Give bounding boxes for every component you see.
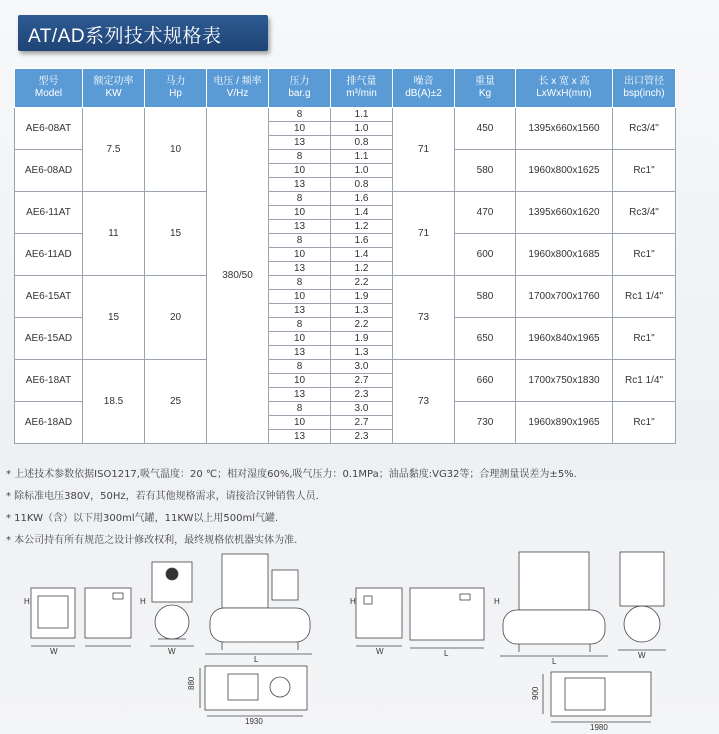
pressure-cell: 13 — [269, 178, 331, 192]
column-header — [269, 69, 331, 108]
column-header — [145, 69, 207, 108]
column-header-en: V/Hz — [226, 88, 249, 99]
column-header-cn: 型号 — [38, 76, 59, 87]
ad-top-view — [543, 672, 651, 722]
dimensions-cell: 1960x800x1685 — [516, 234, 613, 276]
column-header-en: LxWxH(mm) — [536, 88, 592, 99]
column-header-cn: 出口管径 — [624, 76, 664, 87]
note-line: * 11KW（含）以下用300ml气罐，11KW以上用500ml气罐. — [6, 513, 279, 524]
pressure-cell: 10 — [269, 332, 331, 346]
pressure-cell: 13 — [269, 388, 331, 402]
column-header-cn: 额定功率 — [93, 76, 134, 87]
flow-cell: 2.7 — [331, 374, 393, 388]
flow-cell: 1.0 — [331, 122, 393, 136]
pressure-cell: 8 — [269, 150, 331, 164]
table-row — [15, 192, 676, 206]
column-header — [15, 69, 83, 108]
pressure-cell: 13 — [269, 262, 331, 276]
model-cell: AE6-08AT — [15, 108, 83, 150]
pressure-cell: 8 — [269, 318, 331, 332]
pressure-cell: 10 — [269, 122, 331, 136]
dimensions-cell: 1395x660x1560 — [516, 108, 613, 150]
flow-cell: 1.1 — [331, 108, 393, 122]
pressure-cell: 13 — [269, 220, 331, 234]
note-line: * 除标准电压380V，50Hz，若有其他规格需求，请接洽汉钟销售人员. — [6, 491, 319, 502]
outlet-cell: Rc3/4" — [613, 108, 676, 150]
power-cell: 7.5 — [83, 108, 145, 192]
noise-cell: 73 — [393, 360, 455, 444]
label-h: H — [350, 597, 356, 606]
flow-cell: 0.8 — [331, 136, 393, 150]
outlet-cell: Rc1 1/4" — [613, 276, 676, 318]
column-header — [613, 69, 676, 108]
pressure-cell: 13 — [269, 430, 331, 444]
flow-cell: 1.4 — [331, 248, 393, 262]
flow-cell: 2.2 — [331, 318, 393, 332]
table-row — [15, 108, 676, 122]
ad-tank-view — [500, 552, 608, 656]
table-header-row — [15, 69, 676, 108]
outlet-cell: Rc1" — [613, 318, 676, 360]
model-cell: AE6-11AT — [15, 192, 83, 234]
column-header-en: dB(A)±2 — [405, 88, 442, 99]
spec-table — [14, 68, 676, 444]
pressure-cell: 10 — [269, 206, 331, 220]
pressure-cell: 10 — [269, 248, 331, 262]
ad-side-view — [410, 588, 484, 648]
column-header — [207, 69, 269, 108]
outlet-cell: Rc3/4" — [613, 192, 676, 234]
flow-cell: 2.2 — [331, 276, 393, 290]
label-w: W — [168, 647, 176, 656]
pressure-cell: 8 — [269, 360, 331, 374]
label-ad-length: 1980 — [590, 723, 608, 732]
pressure-cell: 13 — [269, 304, 331, 318]
column-header-en: bsp(inch) — [623, 88, 665, 99]
dimensions-cell: 1960x800x1625 — [516, 150, 613, 192]
column-header — [83, 69, 145, 108]
column-header — [331, 69, 393, 108]
column-header-en: Model — [34, 88, 63, 99]
weight-cell: 450 — [455, 108, 516, 150]
column-header-cn: 长 x 宽 x 高 — [538, 76, 590, 87]
column-header — [455, 69, 516, 108]
flow-cell: 2.7 — [331, 416, 393, 430]
column-header-en: KW — [105, 88, 122, 99]
weight-cell: 470 — [455, 192, 516, 234]
outlet-cell: Rc1" — [613, 234, 676, 276]
page-title: AT/AD系列技术规格表 — [28, 26, 222, 47]
model-cell: AE6-08AD — [15, 150, 83, 192]
model-cell: AE6-11AD — [15, 234, 83, 276]
flow-cell: 1.0 — [331, 164, 393, 178]
power-cell: 15 — [83, 276, 145, 360]
power-cell: 11 — [83, 192, 145, 276]
note-line: * 上述技术参数依据ISO1217,吸气温度：20 ℃；相对湿度60%,吸气压力：0.1MPa；油品黏度:VG32等；合理测量误差为±5%. — [6, 469, 577, 480]
flow-cell: 2.3 — [331, 430, 393, 444]
label-ad-depth: 900 — [531, 686, 540, 700]
flow-cell: 2.3 — [331, 388, 393, 402]
column-header-cn: 马力 — [165, 76, 186, 87]
hp-cell: 10 — [145, 108, 207, 192]
flow-cell: 3.0 — [331, 360, 393, 374]
flow-cell: 1.9 — [331, 290, 393, 304]
pressure-cell: 8 — [269, 108, 331, 122]
label-at-length: 1930 — [245, 717, 263, 726]
weight-cell: 580 — [455, 276, 516, 318]
hp-cell: 20 — [145, 276, 207, 360]
pressure-cell: 10 — [269, 416, 331, 430]
column-header-cn: 重量 — [475, 76, 495, 87]
pressure-cell: 8 — [269, 192, 331, 206]
title-banner — [18, 15, 268, 51]
flow-cell: 1.4 — [331, 206, 393, 220]
column-header — [516, 69, 613, 108]
model-cell: AE6-18AD — [15, 402, 83, 444]
dimensions-cell: 1960x840x1965 — [516, 318, 613, 360]
pressure-cell: 13 — [269, 346, 331, 360]
column-header — [393, 69, 455, 108]
at-top-view — [200, 666, 307, 716]
label-l: L — [254, 655, 259, 664]
label-h: H — [24, 597, 30, 606]
label-at-depth: 880 — [187, 676, 196, 690]
column-header-cn: 排气量 — [346, 76, 377, 87]
dimensions-cell: 1395x660x1620 — [516, 192, 613, 234]
column-header-en: Hp — [169, 88, 182, 99]
model-cell: AE6-15AT — [15, 276, 83, 318]
pressure-cell: 10 — [269, 290, 331, 304]
notes-block — [6, 464, 706, 552]
pressure-cell: 8 — [269, 276, 331, 290]
at-side-view — [85, 588, 131, 646]
pressure-cell: 10 — [269, 164, 331, 178]
at-front-view — [31, 588, 75, 646]
voltage-cell: 380/50 — [207, 108, 269, 444]
weight-cell: 730 — [455, 402, 516, 444]
outlet-cell: Rc1 1/4" — [613, 360, 676, 402]
flow-cell: 1.1 — [331, 150, 393, 164]
flow-cell: 1.3 — [331, 304, 393, 318]
flow-cell: 3.0 — [331, 402, 393, 416]
ad-front-view — [356, 588, 402, 646]
hp-cell: 15 — [145, 192, 207, 276]
flow-cell: 1.2 — [331, 262, 393, 276]
flow-cell: 1.6 — [331, 234, 393, 248]
flow-cell: 1.3 — [331, 346, 393, 360]
pressure-cell: 13 — [269, 136, 331, 150]
weight-cell: 660 — [455, 360, 516, 402]
dimensions-cell: 1960x890x1965 — [516, 402, 613, 444]
label-l: L — [444, 649, 449, 658]
flow-cell: 1.9 — [331, 332, 393, 346]
table-row — [15, 360, 676, 374]
label-h: H — [140, 597, 146, 606]
model-cell: AE6-15AD — [15, 318, 83, 360]
column-header-en: Kg — [478, 88, 492, 99]
power-cell: 18.5 — [83, 360, 145, 444]
label-w: W — [638, 651, 646, 660]
flow-cell: 0.8 — [331, 178, 393, 192]
model-cell: AE6-18AT — [15, 360, 83, 402]
column-header-en: m³/min — [346, 88, 377, 99]
outlet-cell: Rc1" — [613, 150, 676, 192]
noise-cell: 71 — [393, 108, 455, 192]
column-header-cn: 电压 / 频率 — [213, 76, 262, 87]
weight-cell: 650 — [455, 318, 516, 360]
column-header-cn: 噪音 — [413, 76, 434, 87]
label-h: H — [494, 597, 500, 606]
dimension-drawings — [0, 540, 719, 734]
at-tank-view — [205, 554, 312, 654]
flow-cell: 1.6 — [331, 192, 393, 206]
outlet-cell: Rc1" — [613, 402, 676, 444]
weight-cell: 600 — [455, 234, 516, 276]
pressure-cell: 10 — [269, 374, 331, 388]
label-l: L — [552, 657, 557, 666]
dimensions-cell: 1700x700x1760 — [516, 276, 613, 318]
hp-cell: 25 — [145, 360, 207, 444]
noise-cell: 73 — [393, 276, 455, 360]
label-w: W — [376, 647, 384, 656]
column-header-cn: 压力 — [289, 76, 310, 87]
flow-cell: 1.2 — [331, 220, 393, 234]
dimensions-cell: 1700x750x1830 — [516, 360, 613, 402]
label-w: W — [50, 647, 58, 656]
pressure-cell: 8 — [269, 234, 331, 248]
note-line: * 本公司持有所有规范之设计修改权利，最终规格依机器实体为准. — [6, 535, 298, 546]
table-row — [15, 276, 676, 290]
noise-cell: 71 — [393, 192, 455, 276]
ad-end-view — [618, 552, 666, 650]
pressure-cell: 8 — [269, 402, 331, 416]
weight-cell: 580 — [455, 150, 516, 192]
at-end-view — [150, 562, 194, 646]
column-header-en: bar.g — [288, 88, 311, 99]
